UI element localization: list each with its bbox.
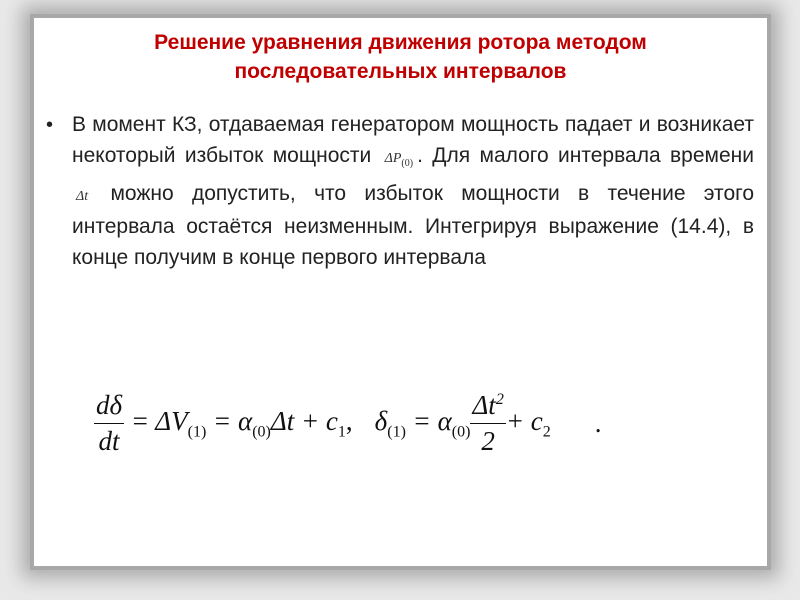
inline-formula-delta-t: Δt: [76, 188, 89, 204]
eq-term-c2: + $c_2$: [505, 405, 551, 441]
slide-frame: [30, 14, 771, 570]
fraction-dt-squared-over-2: $\frac{\Delta t^2}{2}$: [472, 390, 504, 456]
paragraph-part-2: . Для малого интервала времени: [417, 143, 754, 167]
title-line-1: Решение уравнения движения ротора методом: [154, 31, 647, 54]
eq-term-dt-c1: $\Delta t + c_1$,: [270, 405, 353, 441]
inline-formula-delta-p: $\Delta P_{(0)}$: [384, 150, 414, 169]
slide-title: [34, 28, 767, 86]
title-line-2: последовательных интервалов: [234, 60, 567, 83]
eq-term-delta-1: $\delta_{(1)}$: [374, 405, 406, 441]
paragraph-part-3: можно допустить, что избыток мощности в течение этого интервала остаётся неизменным. Интегрируя выражение (14.4), в конце получим в конце первого интервала: [72, 181, 754, 269]
equation-block: [94, 390, 744, 490]
paragraph-part-1: В момент КЗ, отдаваемая генератором мощность падает и возникает некоторый избыток мощности: [72, 113, 754, 167]
eq-trailing-dot: .: [594, 408, 602, 438]
fraction-d-delta-dt: $\frac{d\delta}{dt}$: [96, 390, 123, 456]
eq-term-alpha-2: = $\alpha_{(0)}$: [412, 405, 471, 441]
eq-term-delta-v: = $\Delta V_{(1)}$: [130, 405, 207, 441]
eq-term-alpha: = $\alpha_{(0)}$: [213, 405, 271, 441]
bullet-marker: •: [46, 114, 54, 136]
bullet-paragraph: [46, 110, 754, 273]
